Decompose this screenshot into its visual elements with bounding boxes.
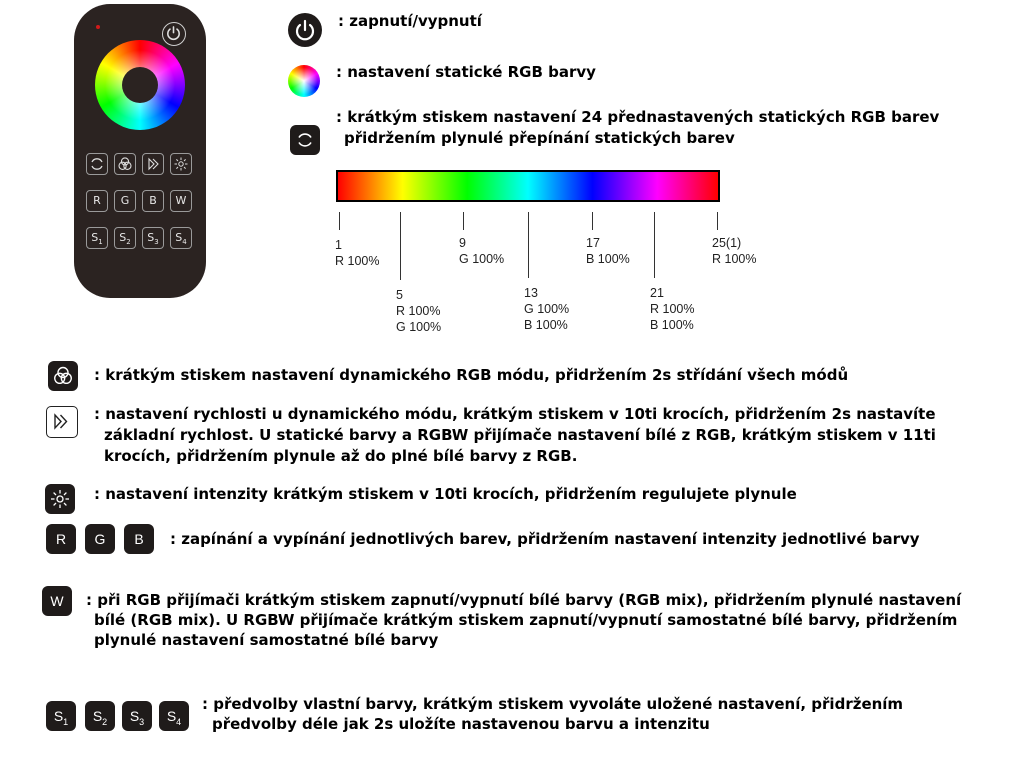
legend-s4-button	[159, 701, 189, 731]
legend-power-text: : zapnutí/vypnutí	[338, 12, 482, 30]
s2-sub: 2	[126, 238, 131, 247]
spectrum-tick	[528, 212, 529, 278]
three-circles-icon	[115, 154, 135, 174]
legend-white-text-1: : při RGB přijímači krátkým stiskem zapnutí/vypnutí bílé barvy (RGB mix), přidržením plynulé nastavení	[86, 591, 962, 609]
legend-rgb-text: : zapínání a vypínání jednotlivých barev, přidržením nastavení intenzity jednotlivé barvy	[170, 530, 920, 548]
spectrum-step-label: 9	[459, 236, 466, 250]
remote-speed-button[interactable]	[142, 153, 164, 175]
legend-b-button: B	[124, 524, 154, 554]
legend-white-text-2: bílé (RGB mix). U RGBW přijímače krátkým stiskem zapnutí/vypnutí samostatné bílé barvy, přidržením	[94, 611, 958, 629]
spectrum-value-label: G 100%	[396, 320, 442, 334]
spectrum-value-label: G 100%	[524, 302, 570, 316]
s1-label: S	[53, 708, 64, 724]
legend-dynamic-text: : krátkým stiskem nastavení dynamického RGB módu, přidržením 2s střídání všech módů	[94, 366, 849, 384]
sun-icon	[45, 484, 75, 514]
s3-label: S	[129, 708, 140, 724]
s4-sub: 4	[176, 716, 182, 727]
s4-label: S	[166, 708, 177, 724]
remote-color-wheel-center	[122, 67, 158, 103]
spectrum-tick	[463, 212, 464, 230]
legend-power-icon	[288, 13, 322, 47]
legend-s3-button	[122, 701, 152, 731]
legend-brightness-button-icon	[45, 484, 75, 514]
spectrum-value-label: R 100%	[650, 302, 695, 316]
s2-sub: 2	[102, 716, 108, 727]
remote-led	[96, 25, 100, 29]
legend-speed-text-2: základní rychlost. U statické barvy a RGBW přijímače nastavení bílé z RGB, krátkým stiskem v 11ti	[104, 426, 936, 444]
s4-label: S	[175, 231, 183, 244]
legend-speed-button-icon	[46, 406, 78, 438]
s3-label: S	[147, 231, 155, 244]
remote-power-button[interactable]	[162, 22, 186, 46]
remote-s3-button[interactable]	[142, 227, 164, 249]
remote-r-button[interactable]: R	[86, 190, 108, 212]
legend-r-button: R	[46, 524, 76, 554]
legend-cycle-button-icon	[290, 125, 320, 155]
legend-dynamic-button-icon	[48, 361, 78, 391]
s1-sub: 1	[98, 238, 103, 247]
spectrum-tick	[654, 212, 655, 278]
remote-g-button[interactable]: G	[114, 190, 136, 212]
three-circles-icon	[48, 361, 78, 391]
legend-s2-button	[85, 701, 115, 731]
spectrum-step-label: 25(1)	[712, 236, 742, 250]
s2-label: S	[92, 708, 103, 724]
legend-cycle-text-1: : krátkým stiskem nastavení 24 přednastavených statických RGB barev	[336, 108, 940, 126]
spectrum-step-label: 1	[335, 238, 342, 252]
spectrum-value-label: R 100%	[335, 254, 380, 268]
legend-scenes-text-1: : předvolby vlastní barvy, krátkým stiskem vyvoláte uložené nastavení, přidržením	[202, 695, 904, 713]
remote-b-button[interactable]: B	[142, 190, 164, 212]
remote-cycle-button[interactable]	[86, 153, 108, 175]
spectrum-value-label: G 100%	[459, 252, 505, 266]
remote-dynamic-button[interactable]	[114, 153, 136, 175]
sun-icon	[171, 154, 191, 174]
remote-s2-button[interactable]	[114, 227, 136, 249]
color-spectrum-bar	[336, 170, 720, 202]
spectrum-step-label: 13	[524, 286, 538, 300]
s3-sub: 3	[139, 716, 145, 727]
legend-scenes-text-2: předvolby déle jak 2s uložíte nastavenou barvu a intenzitu	[212, 715, 710, 733]
spectrum-value-label: B 100%	[650, 318, 694, 332]
spectrum-tick	[717, 212, 718, 230]
s1-label: S	[91, 231, 99, 244]
legend-cycle-text-2: přidržením plynulé přepínání statických barev	[344, 129, 735, 147]
color-wheel-icon	[288, 65, 320, 97]
spectrum-step-label: 21	[650, 286, 664, 300]
cycle-icon	[290, 125, 320, 155]
legend-speed-text-3: krocích, přidržením plynule až do plné bílé barvy z RGB.	[104, 447, 578, 465]
legend-speed-text-1: : nastavení rychlosti u dynamického módu, krátkým stiskem v 10ti krocích, přidržením 2s nastavíte	[94, 405, 936, 423]
cycle-icon	[87, 154, 107, 174]
play-forward-icon	[143, 154, 163, 174]
spectrum-value-label: R 100%	[396, 304, 441, 318]
spectrum-value-label: B 100%	[524, 318, 568, 332]
power-icon	[288, 13, 322, 47]
legend-s1-button	[46, 701, 76, 731]
spectrum-tick	[339, 212, 340, 230]
spectrum-tick	[400, 212, 401, 280]
remote-w-button[interactable]: W	[170, 190, 192, 212]
power-icon	[163, 23, 184, 44]
s1-sub: 1	[63, 716, 69, 727]
legend-w-button: W	[42, 586, 72, 616]
legend-static-rgb-text: : nastavení statické RGB barvy	[336, 63, 596, 81]
s4-sub: 4	[182, 238, 187, 247]
spectrum-step-label: 17	[586, 236, 600, 250]
spectrum-step-label: 5	[396, 288, 403, 302]
legend-g-button: G	[85, 524, 115, 554]
remote-brightness-button[interactable]	[170, 153, 192, 175]
play-forward-icon	[47, 407, 76, 436]
spectrum-value-label: R 100%	[712, 252, 757, 266]
s3-sub: 3	[154, 238, 159, 247]
spectrum-value-label: B 100%	[586, 252, 630, 266]
legend-white-text-3: plynulé nastavení samostatné bílé barvy	[94, 631, 439, 649]
remote-s4-button[interactable]	[170, 227, 192, 249]
remote-s1-button[interactable]	[86, 227, 108, 249]
spectrum-tick	[592, 212, 593, 230]
s2-label: S	[119, 231, 127, 244]
color-wheel-glow	[288, 65, 320, 97]
legend-brightness-text: : nastavení intenzity krátkým stiskem v 10ti krocích, přidržením regulujete plynule	[94, 485, 797, 503]
